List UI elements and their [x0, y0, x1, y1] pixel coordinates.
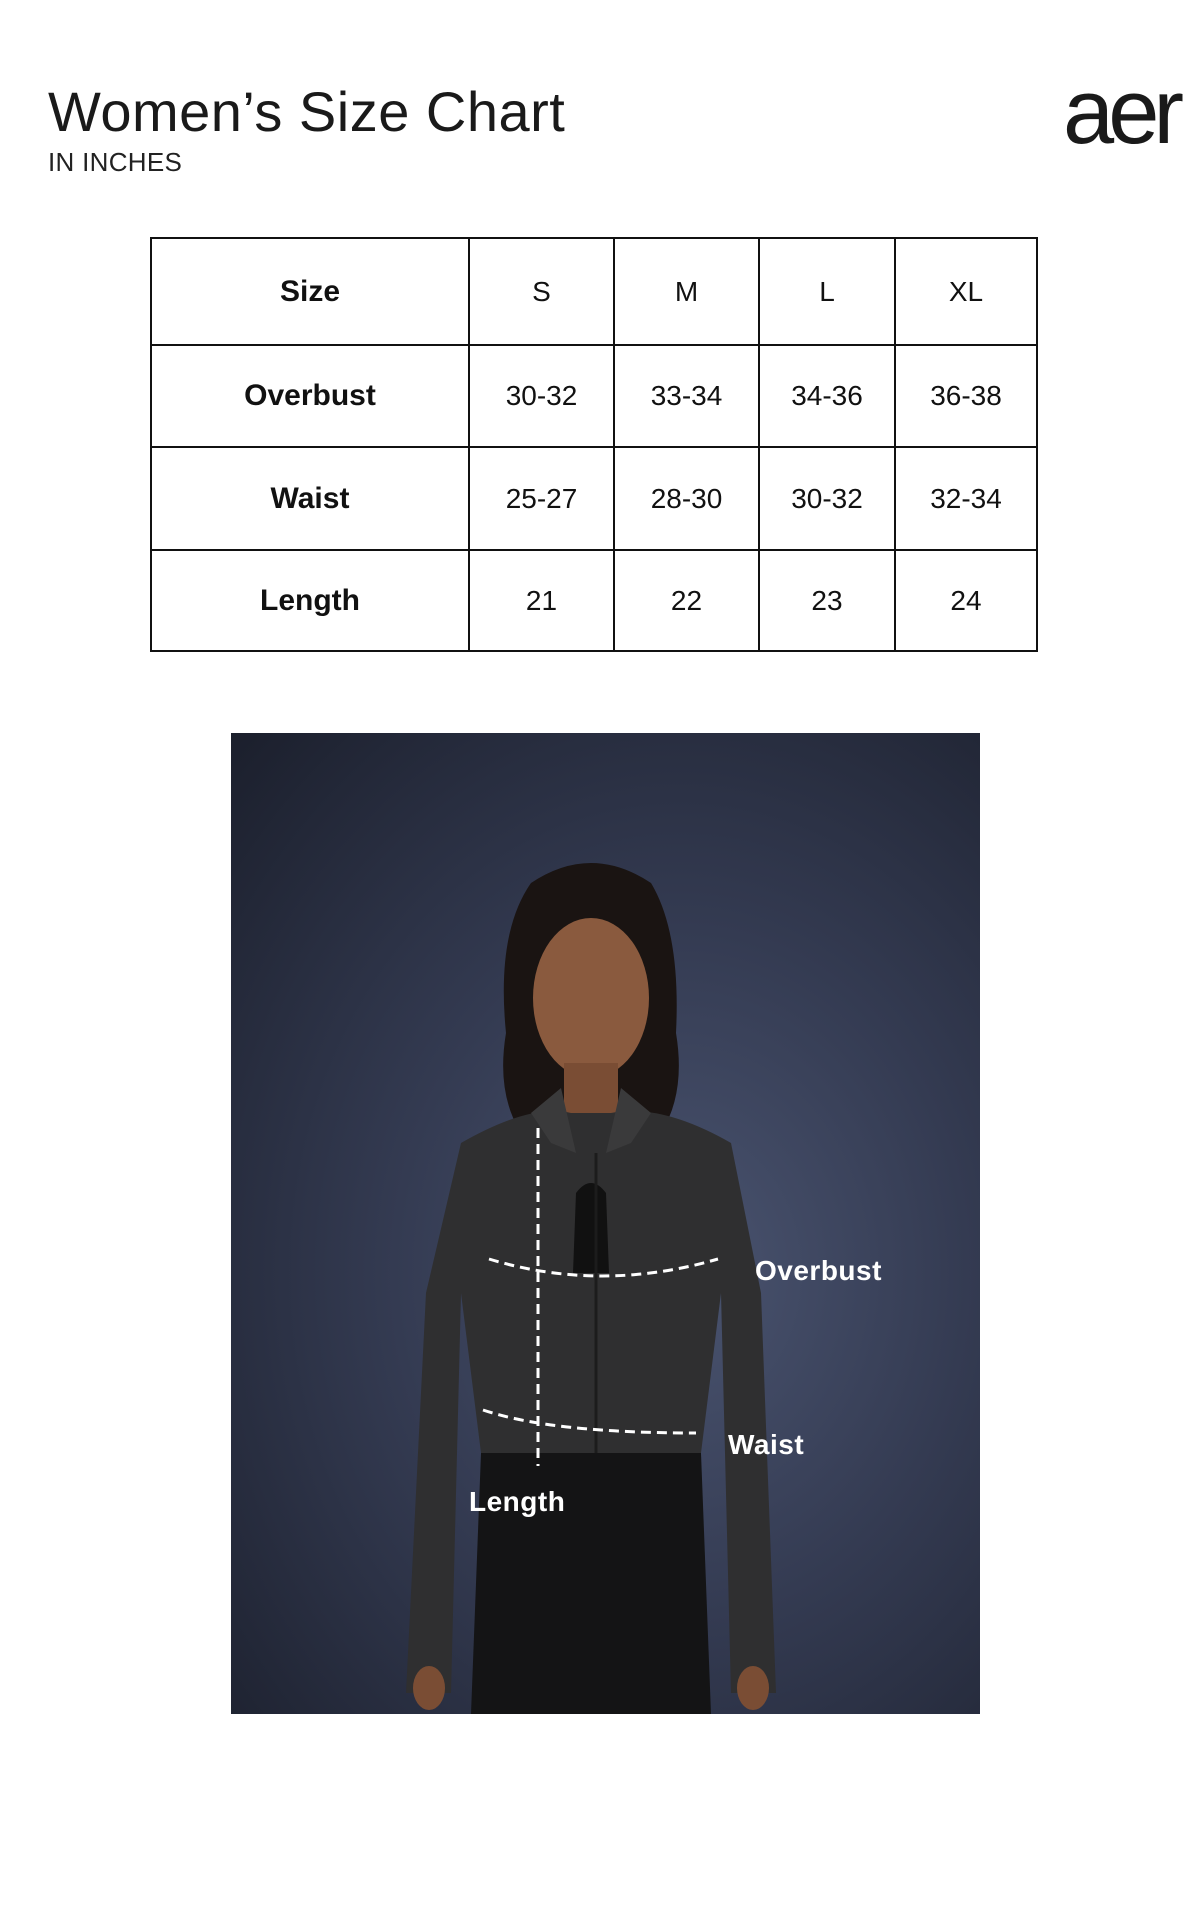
row-label-overbust: Overbust: [151, 345, 469, 447]
table-row-overbust: [151, 345, 1037, 447]
model-measurement-photo: [231, 733, 980, 1714]
table-row-waist: [151, 447, 1037, 550]
row-label-length: Length: [151, 550, 469, 651]
size-m-header: M: [614, 238, 759, 345]
left-hand-shape: [413, 1666, 445, 1710]
table-cell: 34-36: [759, 345, 895, 447]
size-header-cell: Size: [151, 238, 469, 345]
length-label: Length: [469, 1486, 566, 1517]
table-cell: 25-27: [469, 447, 614, 550]
page-title: Women’s Size Chart: [48, 80, 566, 143]
table-cell: 30-32: [759, 447, 895, 550]
size-s-header: S: [469, 238, 614, 345]
table-cell: 21: [469, 550, 614, 651]
table-cell: 33-34: [614, 345, 759, 447]
overbust-label: Overbust: [755, 1255, 882, 1286]
table-cell: 30-32: [469, 345, 614, 447]
table-cell: 36-38: [895, 345, 1037, 447]
size-table: [150, 237, 1038, 652]
table-header-row: [151, 238, 1037, 345]
brand-logo: aer: [1063, 61, 1178, 163]
table-cell: 23: [759, 550, 895, 651]
table-cell: 28-30: [614, 447, 759, 550]
unit-subtitle: IN INCHES: [48, 147, 183, 177]
face-shape: [533, 918, 649, 1078]
waist-label: Waist: [728, 1429, 805, 1460]
inner-top-shape: [573, 1183, 609, 1273]
table-cell: 32-34: [895, 447, 1037, 550]
table-row-length: [151, 550, 1037, 651]
model-illustration: [231, 733, 980, 1714]
table-cell: 24: [895, 550, 1037, 651]
table-cell: 22: [614, 550, 759, 651]
size-xl-header: XL: [895, 238, 1037, 345]
size-l-header: L: [759, 238, 895, 345]
right-hand-shape: [737, 1666, 769, 1710]
row-label-waist: Waist: [151, 447, 469, 550]
